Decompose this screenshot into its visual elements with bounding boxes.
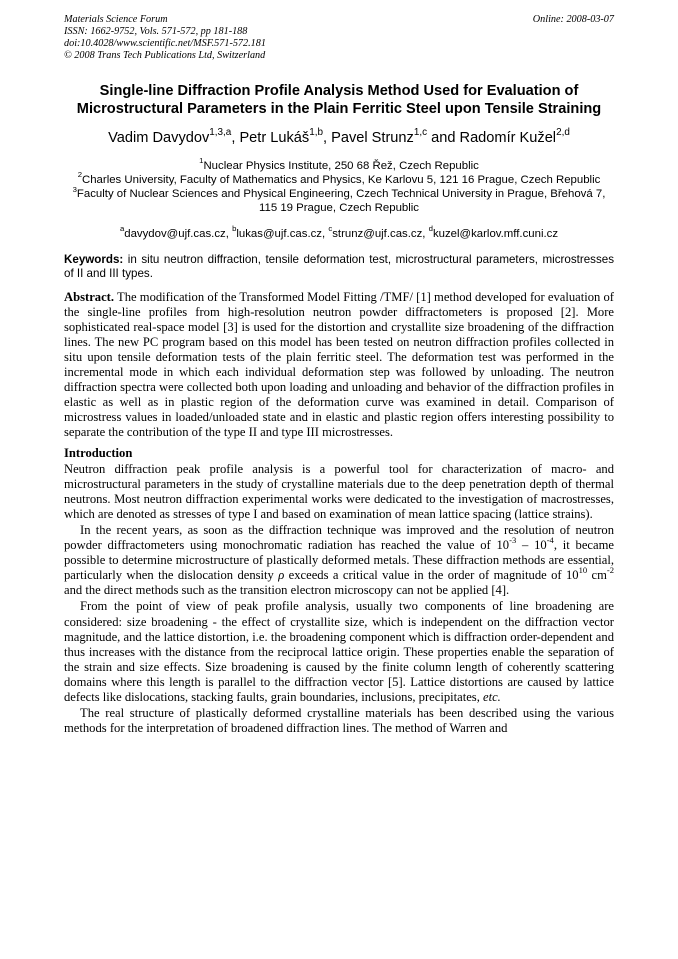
author-superscript: 1,3,a — [209, 126, 232, 138]
exponent: -4 — [546, 535, 554, 546]
affiliation-superscript: 2 — [77, 170, 82, 180]
affiliation-list — [64, 156, 614, 216]
intro-paragraph-2 — [64, 523, 614, 598]
affiliation-text: Charles University, Faculty of Mathematics and Physics, Ke Karlovu 5, 121 16 Prague, Czech Republic — [82, 173, 601, 186]
journal-name: Materials Science Forum — [64, 14, 168, 25]
email-address[interactable]: davydov@ujf.cas.cz — [124, 227, 226, 240]
author-separator: and — [427, 129, 460, 146]
author-name: Vadim Davydov — [108, 129, 210, 146]
exponent: 10 — [578, 565, 588, 576]
affiliation-text: Nuclear Physics Institute, 250 68 Řež, Czech Republic — [203, 159, 479, 172]
journal-header — [64, 14, 614, 62]
journal-doi: doi:10.4028/www.scientific.net/MSF.571-572.181 — [64, 38, 266, 49]
email-address[interactable]: lukas@ujf.cas.cz — [236, 227, 323, 240]
text-run: , it became possible to determine microstructure of plastically deformed metals. These diffraction methods are essential, particularly when the dislocation density — [64, 538, 614, 583]
text-run: From the point of view of peak profile analysis, usually two components of line broadening are considered: size broadening - the effect of crystallite size, which is independent on the diffraction vector magnitude, and the lattice distortion, i.e. the broadening component which is diffraction order-dependent and thus increases with the distance from the reciprocal lattice origin. These properties enable the separation of the strain and size effects. Size broadening is caused by the finite column length of coherently scattering domains where this length is parallel to the diffraction vector [5]. Lattice distortions are caused by lattice defects like dislocations, stacking faults, grain boundaries, inclusions, precipitates, — [64, 599, 614, 704]
keywords — [64, 253, 614, 282]
rho-symbol: ρ — [278, 568, 285, 583]
abstract-text: The modification of the Transformed Model Fitting /TMF/ [1] method developed for evaluation of the single-line profiles from high-resolution neutron powder diffractometers is proposed [2]. More sophisticated real-space model [3] is used for the distortion and crystallite size broadening of the diffraction lines. The new PC program based on this model has been tested on neutron diffraction profiles collected in situ upon tensile deformation tests of the plain ferritic steel. The deformation test was performed in the incremental mode in which each individual deformation step was followed by unloading. The neutron diffraction spectra were collected both upon loading and unloading and behavior of the diffraction profiles in elastic as well as in plastic region of the deformation curve was examined in detail. Comparison of microstress values in loaded/unloaded state and in elastic and plastic region offers interesting possibility to separate the contribution of the type II and type III microstresses. — [64, 289, 614, 440]
email-list — [64, 224, 614, 241]
intro-paragraph-1: Neutron diffraction peak profile analysis is a powerful tool for characterization of macro- and microstructural parameters in the study of crystalline materials due to the deep penetration depth of thermal neutrons. Most neutron diffraction experimental works were dedicated to the investigation of macrostresses, which are denoted as stresses of type I and based on examination of mean lattice spacing (lattice strains). — [64, 462, 614, 522]
author-superscript: 2,d — [556, 126, 570, 138]
exponent: -3 — [509, 535, 517, 546]
exponent: -2 — [606, 565, 615, 576]
author-separator: , — [322, 129, 332, 146]
section-heading: Introduction — [64, 446, 133, 461]
email-separator: , — [422, 227, 429, 240]
text-run: and the direct methods such as the transition electron microscopy can not be applied [4]. — [64, 583, 510, 598]
email-superscript: d — [428, 224, 433, 234]
abstract-label: Abstract. — [64, 289, 115, 304]
author-name: Petr Lukáš — [239, 129, 310, 146]
affiliation-text: Faculty of Nuclear Sciences and Physical Engineering, Czech Technical University in Prague, Břehová 7, 115 19 Prague, Czech Republic — [76, 188, 606, 215]
author-name: Radomír Kužel — [459, 129, 557, 146]
email-address[interactable]: strunz@ujf.cas.cz — [332, 227, 423, 240]
author-separator: , — [231, 129, 240, 146]
email-superscript: b — [232, 224, 237, 234]
keywords-label: Keywords: — [64, 252, 124, 266]
intro-paragraph-4: The real structure of plastically deformed crystalline materials has been described using the various methods for the interpretation of broadened diffraction lines. The method of Warren and — [64, 705, 614, 735]
text-run: exceeds a critical value in the order of magnitude of 10 — [284, 568, 579, 583]
affiliation — [64, 170, 614, 187]
abstract — [64, 290, 614, 440]
email-separator: , — [225, 227, 233, 240]
text-run: cm — [587, 568, 607, 583]
etc-text: etc. — [483, 689, 501, 704]
email-superscript: a — [119, 224, 125, 234]
intro-paragraph-3 — [64, 599, 614, 704]
text-run: In the recent years, as soon as the diffraction technique was improved and the resolution of neutron powder diffractometers using monochromatic radiation has reached the value of 10 — [64, 523, 614, 553]
online-date: Online: 2008-03-07 — [532, 14, 614, 25]
author-superscript: 1,c — [413, 126, 428, 138]
author-name: Pavel Strunz — [331, 129, 414, 146]
paper-title: Single-line Diffraction Profile Analysis Method Used for Evaluation of Microstructural Parameters in the Plain Ferritic Steel upon Tensile Straining — [76, 83, 602, 117]
email-separator: , — [322, 227, 329, 240]
email-address[interactable]: kuzel@karlov.mff.cuni.cz — [432, 227, 559, 240]
affiliation-superscript: 3 — [72, 184, 77, 194]
author-superscript: 1,b — [309, 126, 323, 138]
author-list — [64, 126, 614, 147]
affiliation — [64, 156, 614, 173]
text-run: – 10 — [516, 538, 547, 553]
affiliation-superscript: 1 — [199, 156, 204, 166]
keywords-text: in situ neutron diffraction, tensile deformation test, microstructural parameters, microstresses of II and III types. — [64, 252, 614, 281]
journal-issn: ISSN: 1662-9752, Vols. 571-572, pp 181-188 — [64, 26, 248, 37]
email-superscript: c — [328, 224, 333, 234]
journal-copyright: © 2008 Trans Tech Publications Ltd, Switzerland — [64, 50, 266, 61]
affiliation — [64, 184, 614, 216]
